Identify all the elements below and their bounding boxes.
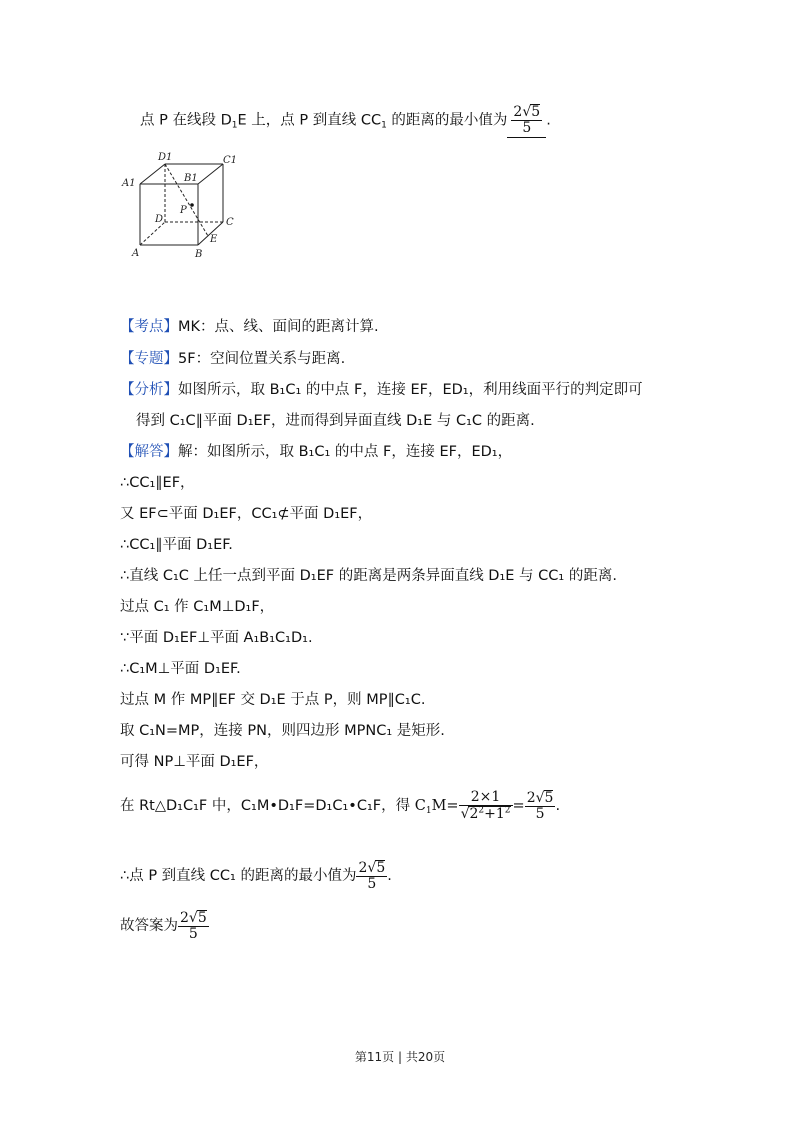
step-2: 又 EF⊂平面 D₁EF，CC₁⊄平面 D₁EF， [120,506,373,522]
step-8: 过点 M 作 MP∥EF 交 D₁E 于点 P，则 MP∥C₁C. [120,692,426,708]
edge-a1d1 [140,164,165,184]
fenxi-text-2: 得到 C₁C∥平面 D₁EF，进而得到异面直线 D₁E 与 C₁C 的距离. [136,413,535,429]
final-text: 故答案为 [120,918,178,934]
label-a1: A1 [122,178,136,189]
conclusion-text: ∴点 P 到直线 CC₁ 的距离的最小值为 [120,868,357,884]
answer-rad: 5 [531,104,541,120]
label-e: E [210,234,218,245]
fenxi-text-1: 如图所示，取 B₁C₁ 的中点 F，连接 EF，ED₁，利用线面平行的判定即可 [178,382,643,398]
jieda-line [120,441,512,463]
conclusion-tail: . [387,868,392,884]
step-9: 取 C₁N=MP，连接 PN，则四边形 MPNC₁ 是矩形. [120,723,445,739]
step-10: 可得 NP⊥平面 D₁EF， [120,754,269,770]
question-part1: 点 P 在线段 D [140,112,232,129]
label-a: A [132,248,140,259]
rt-eq: = [512,798,525,814]
point-p [190,203,194,207]
question-line: 点 P 在线段 $D_1E$ 上，点 P 到直线 $CC_1$ 的距离的最小值为 $\frac{2√5}{5}$ . [140,104,551,137]
zhuanti-tag: 【专题】 [120,351,178,367]
step-7: ∴C₁M⊥平面 D₁EF. [120,661,241,677]
rt-lhs: $C_1M=$ [414,798,459,816]
final-fraction: $\frac{2√5}{5}$ [180,909,207,942]
rt-frac-den: $√2^2+1^2$ [460,805,511,822]
answer-blank [507,104,546,138]
question-part2: E 上，点 P 到直线 CC [237,112,382,129]
edge-ad [140,222,165,245]
kaodian-tag: 【考点】 [120,319,178,335]
rt-frac-num: 2×1 [459,790,513,806]
label-d: D [155,214,164,225]
rt-result: $\frac{2√5}{5}$ [526,789,554,822]
jieda-tag: 【解答】 [120,444,178,460]
label-b1: B1 [184,173,198,184]
label-c1: C1 [223,155,238,166]
zhuanti-line [120,348,345,370]
answer-fraction: $\frac{2√5}{5}$ [513,104,541,137]
fenxi-line [120,379,643,401]
final-line [120,906,209,946]
question-tail: . [546,112,551,129]
kaodian-line [120,316,379,338]
fenxi-tag: 【分析】 [120,382,178,398]
conclusion-fraction: $\frac{2√5}{5}$ [358,859,386,892]
cube-figure [120,150,250,260]
edge-b1c1 [198,164,223,184]
label-d1: D1 [158,152,173,163]
fenxi-line-2 [136,410,535,432]
step-6: ∵平面 D₁EF⊥平面 A₁B₁C₁D₁. [120,630,313,646]
page-footer: 第11页 | 共20页 [354,1050,446,1064]
kaodian-text: MK：点、线、面间的距离计算. [178,319,379,335]
question-part3: 的距离的最小值为 [386,112,508,129]
rt-text: 在 Rt△D₁C₁F 中，C₁M•D₁F=D₁C₁•C₁F，得 [120,798,411,814]
label-c: C [226,217,234,228]
label-b: B [195,249,203,260]
rt-line [120,786,560,826]
answer-num: 2 [513,104,523,120]
conclusion-line [120,856,392,896]
step-1: ∴CC₁∥EF， [120,475,195,491]
label-p: P [180,205,187,216]
step-4: ∴直线 C₁C 上任一点到平面 D₁EF 的距离是两条异面直线 D₁E 与 CC₁ 的距离. [120,568,617,584]
rt-fraction [459,790,513,823]
step-5: 过点 C₁ 作 C₁M⊥D₁F， [120,599,275,615]
answer-den: 5 [522,120,532,137]
jieda-text: 解：如图所示，取 B₁C₁ 的中点 F，连接 EF，ED₁， [178,444,513,460]
zhuanti-text: 5F：空间位置关系与距离. [178,351,346,367]
step-3: ∴CC₁∥平面 D₁EF. [120,537,233,553]
rt-tail: . [555,798,561,814]
